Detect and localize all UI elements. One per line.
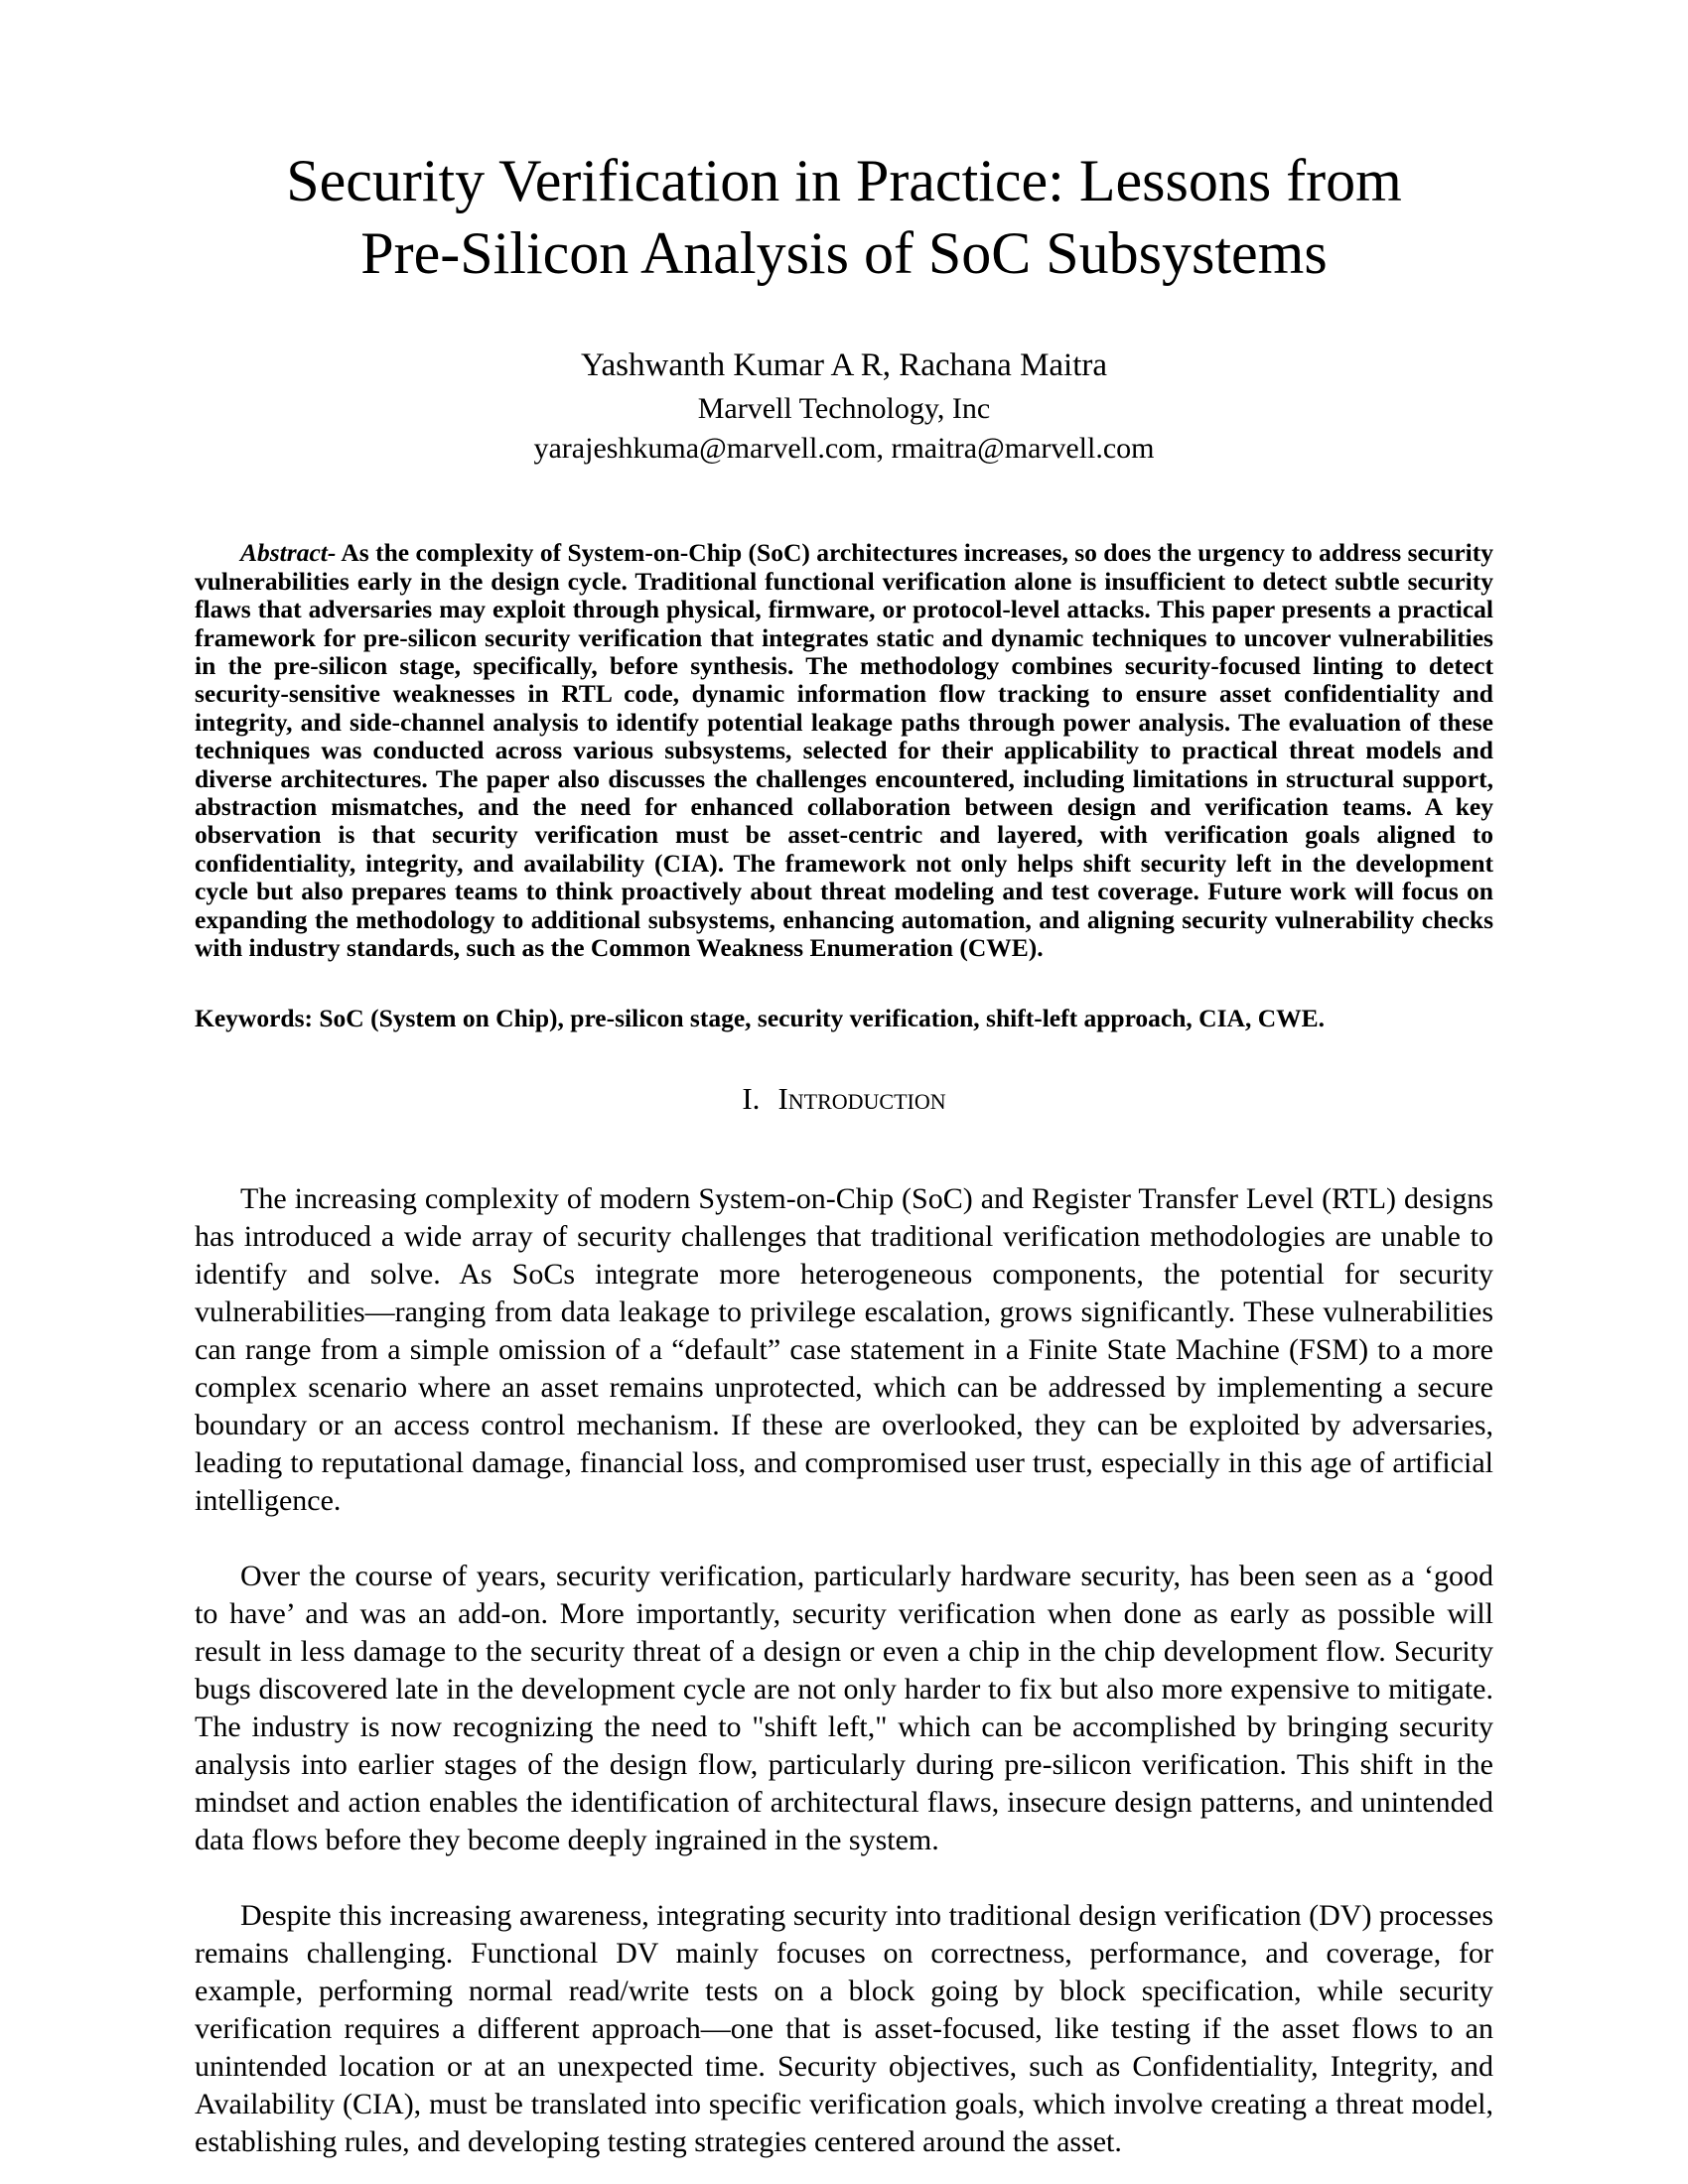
paragraph: Despite this increasing awareness, integrating security into traditional design verification (DV) processes remains challenging. Functional DV mainly focuses on correctness, performance, and coverage, for example, performing normal read/write tests on a block going by block specification, while security verification requires a different approach—one that is asset-focused, like testing if the asset flows to an unintended location or at an unexpected time. Security objectives, such as Confidentiality, Integrity, and Availability (CIA), must be translated into specific verification goals, which involve creating a threat model, establishing rules, and developing testing strategies centered around the asset. xyxy=(195,1899,1493,2159)
introduction-body xyxy=(195,1180,1493,2161)
section-title: Introduction xyxy=(777,1081,946,1117)
authors-block xyxy=(195,347,1493,466)
author-names: Yashwanth Kumar A R, Rachana Maitra xyxy=(580,347,1108,384)
paper-title-line-1: Security Verification in Practice: Lessons from xyxy=(286,148,1402,213)
abstract xyxy=(195,539,1493,962)
keywords-line: Keywords: SoC (System on Chip), pre-silicon stage, security verification, shift-left approach, CIA, CWE. xyxy=(195,1004,1325,1033)
paragraph: Over the course of years, security verification, particularly hardware security, has been seen as a ‘good to have’ and was an add-on. More importantly, security verification when done as early as possible will result in less damage to the security threat of a design or even a chip in the chip development flow. Security bugs discovered late in the development cycle are not only harder to fix but also more expensive to mitigate. The industry is now recognizing the need to "shift left," which can be accomplished by bringing security analysis into earlier stages of the design flow, particularly during pre-silicon verification. This shift in the mindset and action enables the identification of architectural flaws, insecure design patterns, and unintended data flows before they become deeply ingrained in the system. xyxy=(195,1560,1493,1857)
section-number: I. xyxy=(742,1081,761,1117)
abstract-text: As the complexity of System-on-Chip (SoC) architectures increases, so does the urgency to address security vulnerabilities early in the design cycle. Traditional functional verification alone is insufficient to detect subtle security flaws that adversaries may exploit through physical, firmware, or protocol-level attacks. This paper presents a practical framework for pre-silicon security verification that integrates static and dynamic techniques to uncover vulnerabilities in the pre-silicon stage, specifically, before synthesis. The methodology combines security-focused linting to detect security-sensitive weaknesses in RTL code, dynamic information flow tracking to ensure asset confidentiality and integrity, and side-channel analysis to identify potential leakage paths through power analysis. The evaluation of these techniques was conducted across various subsystems, selected for their applicability to practical threat models and diverse architectures. The paper also discusses the challenges encountered, including limitations in structural support, abstraction mismatches, and the need for enhanced collaboration between design and verification teams. A key observation is that security verification must be asset-centric and layered, with verification goals aligned to confidentiality, integrity, and availability (CIA). The framework not only helps shift security left in the development cycle but also prepares teams to think proactively about threat modeling and test coverage. Future work will focus on expanding the methodology to additional subsystems, enhancing automation, and aligning security vulnerability checks with industry standards, such as the Common Weakness Enumeration (CWE). xyxy=(195,538,1494,963)
author-emails: yarajeshkuma@marvell.com, rmaitra@marvell.com xyxy=(533,432,1155,466)
section-heading-introduction xyxy=(195,1081,1493,1117)
author-affiliation: Marvell Technology, Inc xyxy=(697,392,991,426)
paper-title-line-2: Pre-Silicon Analysis of SoC Subsystems xyxy=(360,220,1328,287)
paragraph: The increasing complexity of modern System-on-Chip (SoC) and Register Transfer Level (RTL) designs has introduced a wide array of security challenges that traditional verification methodologies are unable to identify and solve. As SoCs integrate more heterogeneous components, the potential for security vulnerabilities—ranging from data leakage to privilege escalation, grows significantly. These vulnerabilities can range from a simple omission of a “default” case statement in a Finite State Machine (FSM) to a more complex scenario where an asset remains unprotected, which can be addressed by implementing a secure boundary or an access control mechanism. If these are overlooked, they can be exploited by adversaries, leading to reputational damage, financial loss, and compromised user trust, especially in this age of artificial intelligence. xyxy=(195,1182,1493,1518)
paper-title xyxy=(228,145,1460,290)
abstract-label: Abstract- xyxy=(240,538,337,568)
